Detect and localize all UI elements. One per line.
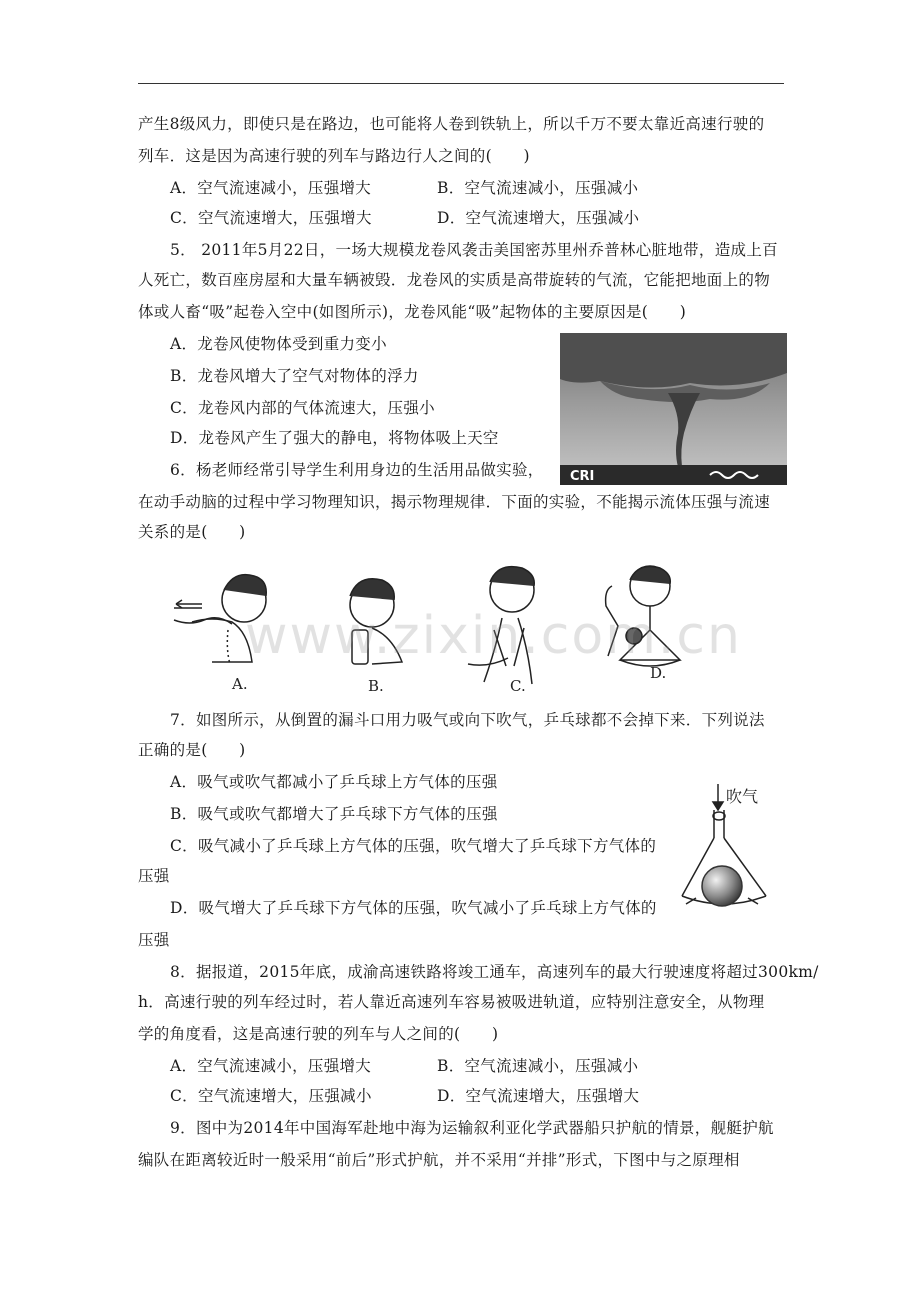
option-d: D．龙卷风产生了强大的静电，将物体吸上天空 (170, 429, 499, 447)
option-c: C．吸气减小了乒乓球上方气体的压强，吹气增大了乒乓球下方气体的 (170, 837, 657, 855)
option-d: D．空气流速增大，压强增大 (437, 1087, 640, 1105)
option-b: B．吸气或吹气都增大了乒乓球下方气体的压强 (170, 805, 498, 823)
text-line: 压强 (138, 867, 170, 885)
logo-text: CRI (570, 469, 595, 484)
text-line: 编队在距离较近时一般采用“前后”形式护航，并不采用“并排”形式，下图中与之原理相 (138, 1151, 740, 1169)
funnel-figure (676, 780, 786, 918)
watermark: www.zixin.com.cn (245, 606, 742, 666)
question-8: 8．据报道，2015年底，成渝高速铁路将竣工通车，高速列车的最大行驶速度将超过300km/ (170, 963, 819, 981)
option-a: A．空气流速减小，压强增大 (170, 179, 372, 197)
text-line: 学的角度看，这是高速行驶的列车与人之间的( ) (138, 1025, 499, 1043)
option-d: D．空气流速增大，压强减小 (437, 209, 640, 227)
text-line: 在动手动脑的过程中学习物理知识，揭示物理规律．下面的实验，不能揭示流体压强与流速 (138, 493, 771, 511)
question-6: 6．杨老师经常引导学生利用身边的生活用品做实验， (170, 461, 544, 479)
figure-label-b: B. (368, 677, 384, 695)
option-b: B．空气流速减小，压强减小 (437, 179, 639, 197)
figure-label-a: A. (232, 675, 248, 693)
header-rule (138, 83, 784, 84)
option-c: C．龙卷风内部的气体流速大，压强小 (170, 399, 435, 417)
option-b: B．空气流速减小，压强减小 (437, 1057, 639, 1075)
text-line: 产生8级风力，即使只是在路边，也可能将人卷到铁轨上，所以千万不要太靠近高速行驶的 (138, 115, 765, 133)
text-line: 列车．这是因为高速行驶的列车与路边行人之间的( ) (138, 147, 530, 165)
tornado-photo (560, 333, 787, 485)
figure-label-c: C. (510, 677, 526, 695)
question-9: 9．图中为2014年中国海军赴地中海为运输叙利亚化学武器船只护航的情景，舰艇护航 (170, 1119, 774, 1137)
option-b: B．龙卷风增大了空气对物体的浮力 (170, 367, 419, 385)
option-c: C．空气流速增大，压强减小 (170, 1087, 372, 1105)
question-7: 7．如图所示，从倒置的漏斗口用力吸气或向下吹气，乒乓球都不会掉下来．下列说法 (170, 711, 765, 729)
option-d: D．吸气增大了乒乓球下方气体的压强，吹气减小了乒乓球上方气体的 (170, 899, 657, 917)
option-c: C．空气流速增大，压强增大 (170, 209, 372, 227)
question-5: 5． 2011年5月22日，一场大规模龙卷风袭击美国密苏里州乔普林心脏地带，造成上百 (170, 241, 778, 259)
blow-label: 吹气 (726, 787, 759, 806)
option-a: A．吸气或吹气都减小了乒乓球上方气体的压强 (170, 773, 498, 791)
text-line: 人死亡，数百座房屋和大量车辆被毁．龙卷风的实质是高带旋转的气流，它能把地面上的物 (138, 271, 771, 289)
text-line: 压强 (138, 931, 170, 949)
figure-label-d: D. (650, 664, 667, 682)
text-line: 体或人畜“吸”起卷入空中(如图所示)，龙卷风能“吸”起物体的主要原因是( ) (138, 303, 687, 321)
option-a: A．龙卷风使物体受到重力变小 (170, 335, 387, 353)
text-line: 正确的是( ) (138, 741, 246, 759)
text-line: 关系的是( ) (138, 523, 246, 541)
option-a: A．空气流速减小，压强增大 (170, 1057, 372, 1075)
text-line: h．高速行驶的列车经过时，若人靠近高速列车容易被吸进轨道，应特别注意安全，从物理 (138, 993, 765, 1011)
